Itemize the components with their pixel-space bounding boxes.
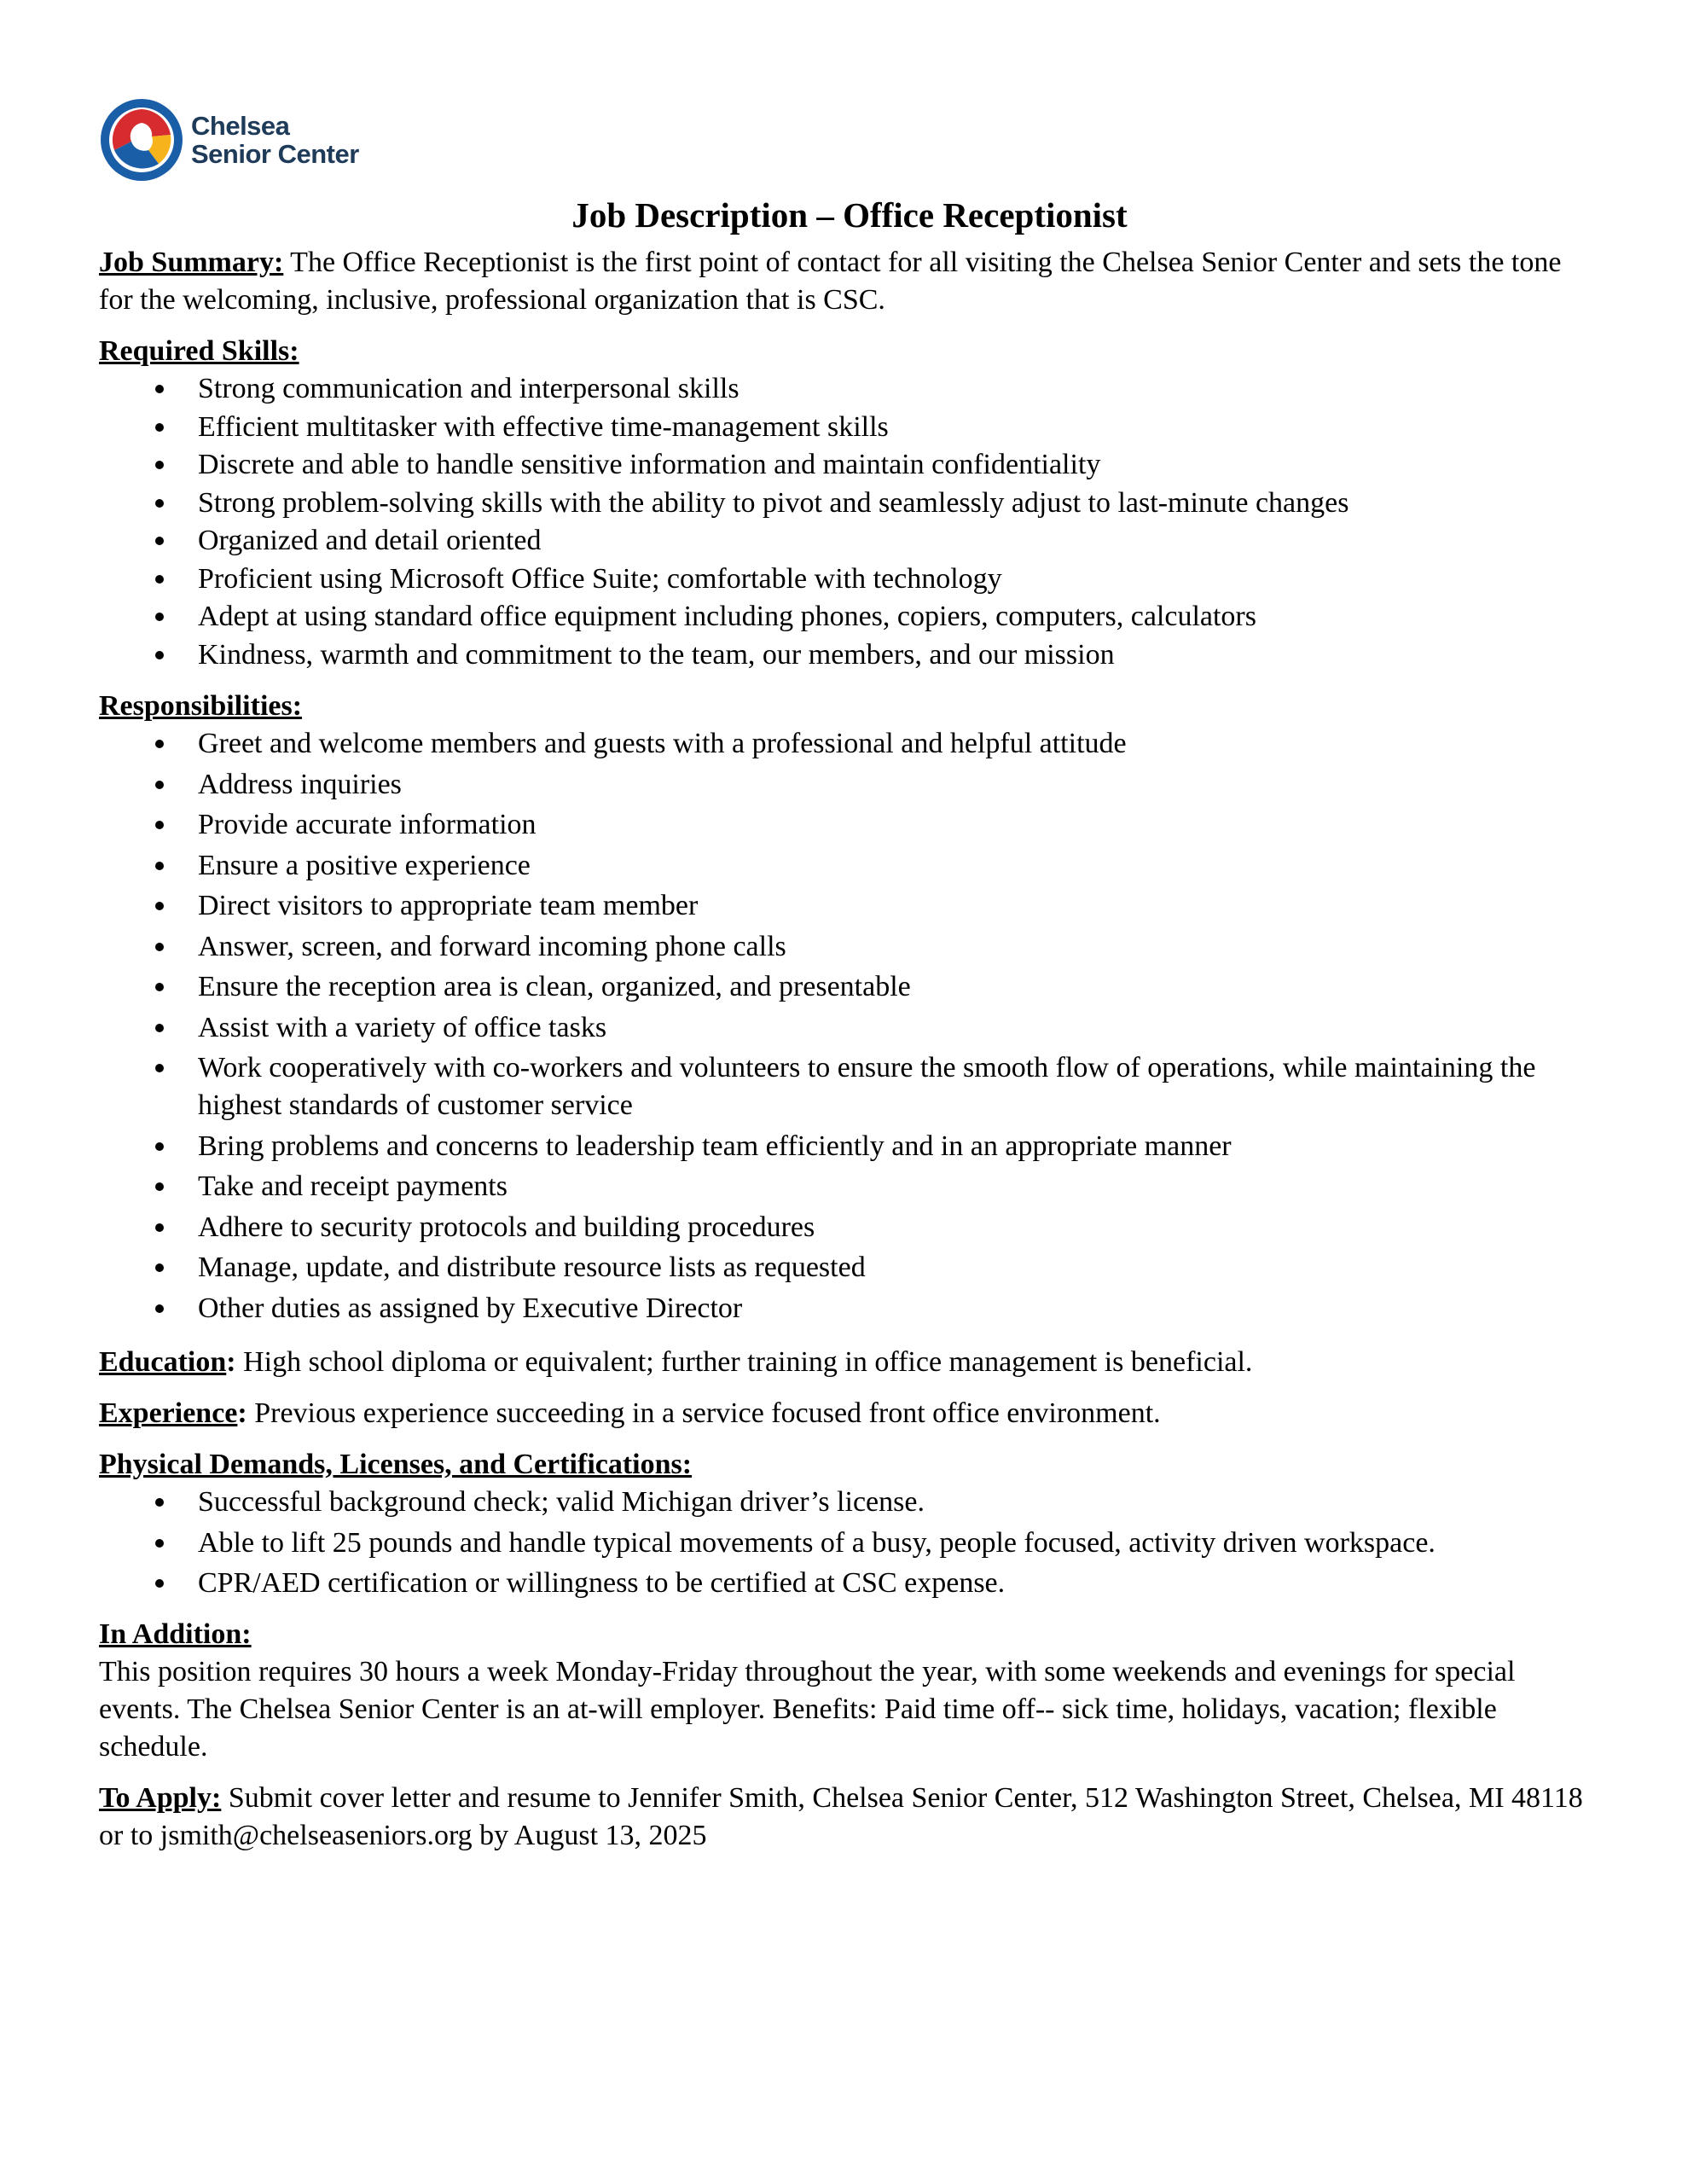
logo-line-1: Chelsea	[191, 111, 290, 141]
list-item	[99, 409, 1600, 447]
list-item-text: Ensure a positive experience	[198, 849, 531, 881]
list-item	[99, 485, 1600, 523]
physical-demands-heading: Physical Demands, Licenses, and Certifications:	[99, 1449, 693, 1480]
logo-wordmark	[191, 112, 359, 168]
list-item-text: Successful background check; valid Michigan driver’s license.	[198, 1486, 925, 1518]
list-item-text: Direct visitors to appropriate team member	[198, 890, 699, 921]
bullet-icon	[155, 575, 164, 584]
bullet-icon	[155, 983, 164, 991]
list-item	[99, 1128, 1600, 1165]
list-item	[99, 446, 1600, 485]
to-apply	[99, 1780, 1600, 1855]
bullet-icon	[155, 1579, 164, 1588]
list-item	[99, 806, 1600, 844]
bullet-icon	[155, 1304, 164, 1313]
list-item	[99, 847, 1600, 885]
list-item	[99, 887, 1600, 925]
job-description-page	[99, 96, 1600, 1855]
list-item	[99, 1565, 1600, 1602]
education-colon: :	[226, 1346, 236, 1378]
bullet-icon	[155, 1539, 164, 1548]
to-apply-text: Submit cover letter and resume to Jennifer Smith, Chelsea Senior Center, 512 Washington Street, Chelsea, MI 48118 or to jsmith@chelseaseniors.org by August 13, 2025	[99, 1782, 1583, 1851]
job-summary	[99, 244, 1600, 319]
bullet-icon	[155, 1024, 164, 1032]
csc-logo-icon	[99, 97, 184, 183]
logo-line-2: Senior Center	[191, 139, 359, 169]
bullet-icon	[155, 943, 164, 951]
job-summary-text: The Office Receptionist is the first point of contact for all visiting the Chelsea Senior Center and sets the tone for the welcoming, inclusive, professional organization that is CSC.	[99, 247, 1562, 316]
bullet-icon	[155, 862, 164, 870]
bullet-icon	[155, 423, 164, 432]
list-item-text: Strong communication and interpersonal skills	[198, 373, 740, 404]
bullet-icon	[155, 1498, 164, 1507]
list-item	[99, 1009, 1600, 1047]
list-item-text: CPR/AED certification or willingness to be certified at CSC expense.	[198, 1567, 1006, 1599]
spacer	[99, 1381, 1600, 1395]
list-item-text: Kindness, warmth and commitment to the team, our members, and our mission	[198, 638, 1115, 671]
in-addition-text: This position requires 30 hours a week Monday-Friday throughout the year, with some weekends and evenings for special events. The Chelsea Senior Center is an at-will employer. Benefits: Paid time off-- sick time, holidays, vacation; flexible schedule.	[99, 1656, 1516, 1763]
bullet-icon	[155, 385, 164, 393]
bullet-icon	[155, 902, 164, 910]
bullet-icon	[155, 1263, 164, 1272]
list-item-text: Other duties as assigned by Executive Director	[198, 1292, 743, 1324]
list-item	[99, 1290, 1600, 1327]
list-item-text: Address inquiries	[198, 768, 402, 800]
list-item-text: Strong problem-solving skills with the ability to pivot and seamlessly adjust to last-minute changes	[198, 486, 1349, 519]
bullet-icon	[155, 1064, 164, 1072]
list-item-text: Adhere to security protocols and building procedures	[198, 1211, 815, 1243]
list-item	[99, 370, 1600, 409]
list-item-text: Organized and detail oriented	[198, 525, 542, 556]
list-item-text: Provide accurate information	[198, 809, 536, 840]
list-item-text: Answer, screen, and forward incoming phone calls	[198, 930, 786, 962]
list-item-text: Adept at using standard office equipment including phones, copiers, computers, calculators	[198, 601, 1256, 632]
list-item-text: Efficient multitasker with effective time-management skills	[198, 410, 889, 443]
list-item	[99, 636, 1600, 675]
education	[99, 1344, 1600, 1381]
experience-colon: :	[237, 1397, 247, 1429]
bullet-icon	[155, 1182, 164, 1191]
education-text: High school diploma or equivalent; further training in office management is beneficial.	[235, 1346, 1253, 1378]
page-title: Job Description – Office Receptionist	[571, 195, 1128, 235]
experience	[99, 1395, 1600, 1432]
list-item-text: Greet and welcome members and guests with a professional and helpful attitude	[198, 728, 1127, 759]
spacer	[99, 1330, 1600, 1344]
bullet-icon	[155, 651, 164, 659]
list-item-text: Discrete and able to handle sensitive information and maintain confidentiality	[198, 449, 1101, 480]
list-item-text: Proficient using Microsoft Office Suite; comfortable with technology	[198, 562, 1002, 595]
list-item-text: Able to lift 25 pounds and handle typical movements of a busy, people focused, activity driven workspace.	[198, 1526, 1436, 1559]
chelsea-senior-center-logo	[99, 96, 1600, 184]
in-addition-heading: In Addition:	[99, 1618, 252, 1650]
list-item-text: Bring problems and concerns to leadership team efficiently and in an appropriate manner	[198, 1130, 1232, 1162]
list-item	[99, 1484, 1600, 1521]
list-item	[99, 1049, 1600, 1124]
list-item-text: Manage, update, and distribute resource lists as requested	[198, 1252, 866, 1283]
bullet-icon	[155, 499, 164, 508]
list-item	[99, 522, 1600, 561]
experience-text: Previous experience succeeding in a service focused front office environment.	[246, 1397, 1161, 1429]
list-item-text: Take and receipt payments	[198, 1170, 508, 1202]
list-item	[99, 561, 1600, 599]
bullet-icon	[155, 1223, 164, 1232]
bullet-icon	[155, 821, 164, 829]
list-item-text: Ensure the reception area is clean, organized, and presentable	[198, 971, 911, 1002]
list-item	[99, 928, 1600, 966]
physical-demands-list	[99, 1484, 1600, 1602]
bullet-icon	[155, 613, 164, 621]
responsibilities-list	[99, 725, 1600, 1327]
list-item	[99, 1249, 1600, 1287]
list-item-text: Assist with a variety of office tasks	[198, 1011, 607, 1043]
bullet-icon	[155, 461, 164, 469]
education-label: Education	[99, 1346, 227, 1378]
list-item	[99, 725, 1600, 763]
bullet-icon	[155, 781, 164, 789]
required-skills-heading: Required Skills:	[99, 335, 299, 367]
bullet-icon	[155, 1142, 164, 1151]
list-item-text: Work cooperatively with co-workers and volunteers to ensure the smooth flow of operations, while maintaining the highest standards of customer service	[198, 1052, 1536, 1121]
responsibilities-heading: Responsibilities:	[99, 690, 303, 722]
list-item	[99, 1209, 1600, 1246]
list-item	[99, 1168, 1600, 1205]
list-item	[99, 766, 1600, 804]
spacer	[99, 1766, 1600, 1780]
required-skills-list	[99, 370, 1600, 674]
job-summary-label: Job Summary:	[99, 247, 284, 278]
bullet-icon	[155, 537, 164, 545]
bullet-icon	[155, 740, 164, 748]
list-item	[99, 598, 1600, 636]
list-item	[99, 968, 1600, 1006]
experience-label: Experience	[99, 1397, 238, 1429]
to-apply-label: To Apply:	[99, 1782, 222, 1814]
list-item	[99, 1525, 1600, 1562]
